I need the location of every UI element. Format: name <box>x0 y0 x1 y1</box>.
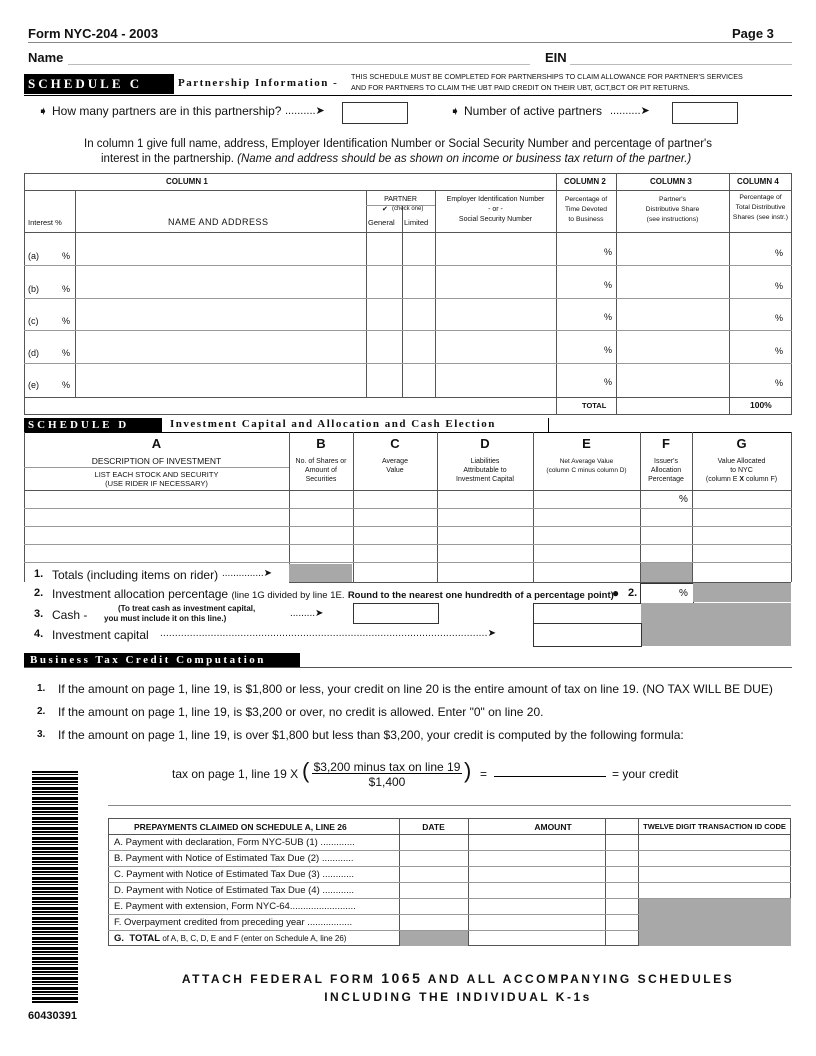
schedule-c-note-2: AND FOR PARTNERS TO CLAIM THE UBT PAID CREDIT ON THEIR UBT, GCT,BCT OR PIT RETURNS. <box>351 83 690 92</box>
ein-label: EIN <box>545 50 567 65</box>
col2-pct: % <box>604 377 613 387</box>
col4-pct: % <box>775 313 784 323</box>
prepay-total-row: G. TOTAL of A, B, C, D, E and F (enter on Schedule A, line 26) <box>114 933 347 944</box>
col-c-letter: C <box>390 436 400 451</box>
col-b-header: Amount of <box>305 467 337 474</box>
form-code: 60430391 <box>28 1010 77 1022</box>
partner-header: PARTNER <box>384 196 417 203</box>
col-d-letter: D <box>480 436 490 451</box>
ein-header-3: Social Security Number <box>458 216 533 223</box>
prepay-tid-header: TWELVE DIGIT TRANSACTION ID CODE <box>643 822 786 831</box>
limited-header: Limited <box>404 218 429 227</box>
barcode <box>32 771 78 1003</box>
line-2-ref: 2. <box>628 587 638 599</box>
arrow-icon: ...............➤ <box>222 568 273 579</box>
line-1-label: Totals (including items on rider) <box>52 568 219 582</box>
schedule-c-instruction-1: In column 1 give full name, address, Employer Identification Number or Social Security Number and percentage of partner's <box>84 138 712 150</box>
attach-instruction-2: INCLUDING THE INDIVIDUAL K-1s <box>324 990 592 1004</box>
interest-pct: % <box>62 348 71 358</box>
col-a-header: DESCRIPTION OF INVESTMENT <box>91 456 222 466</box>
col-e-letter: E <box>582 436 591 451</box>
schedule-d-label: SCHEDULE D <box>24 418 162 432</box>
check-one-note: (check one) <box>392 206 424 212</box>
formula-lead: tax on page 1, line 19 X <box>172 767 299 781</box>
bullet-icon: ➧ <box>450 104 461 118</box>
line-2-label: Investment allocation percentage (line 1G divided by line 1E. Round to the nearest one hundredth of a percentage point) <box>52 587 614 601</box>
cash-note: (To treat cash as investment capital, <box>118 604 256 613</box>
col2-pct: % <box>604 312 613 322</box>
col-f-header: Allocation <box>650 467 682 474</box>
schedule-d-title: Investment Capital and Allocation and Cash Election <box>170 418 496 430</box>
line-1b-shaded <box>289 564 352 582</box>
name-address-header: NAME AND ADDRESS <box>168 217 269 227</box>
col-a-note: (USE RIDER IF NECESSARY) <box>105 479 208 488</box>
btc-label: Business Tax Credit Computation <box>24 653 300 667</box>
col-g-header: (column E X column F) <box>705 476 778 483</box>
interest-pct: % <box>62 284 71 294</box>
partners-count-question: How many partners are in this partnership? <box>52 104 282 118</box>
prepay-row: D. Payment with Notice of Estimated Tax Due (4) ............ <box>114 885 355 896</box>
credit-result-field[interactable] <box>494 776 606 777</box>
formula-denominator: $1,400 <box>368 775 406 789</box>
ein-field[interactable] <box>570 64 792 65</box>
bullet-dot-icon: ● <box>612 586 620 600</box>
allocation-pct: % <box>679 494 688 505</box>
line-4-number: 4. <box>34 628 44 640</box>
line-3-4-shaded <box>641 603 791 646</box>
col-e-header: (column C minus column D) <box>546 467 627 474</box>
btc-item-number: 2. <box>37 706 46 717</box>
row-label: (b) <box>28 284 39 294</box>
col3-header-line: Partner's <box>659 196 686 203</box>
cash-note: you must include it on this line.) <box>104 614 227 623</box>
line-4-label: Investment capital <box>52 628 149 642</box>
line-2-number: 2. <box>34 587 44 599</box>
col4-header-line: Percentage of <box>739 194 782 201</box>
col-d-header: Attributable to <box>463 467 507 474</box>
attach-instruction: ATTACH FEDERAL FORM 1065 AND ALL ACCOMPANYING SCHEDULES <box>181 970 735 986</box>
line-2-pct: % <box>679 588 688 599</box>
schedule-c-instruction-2: interest in the partnership. (Name and address should be as shown on income or business tax return of the partner.) <box>101 153 692 165</box>
col-b-header: No. of Shares or <box>295 458 347 465</box>
line-3-number: 3. <box>34 608 44 620</box>
interest-header: Interest % <box>28 218 62 227</box>
paren-open: ( <box>302 758 310 783</box>
col-d-header: Liabilities <box>470 458 500 465</box>
general-header: General <box>368 218 395 227</box>
btc-item-number: 1. <box>37 683 46 694</box>
col4-pct: % <box>775 346 784 356</box>
btc-item-3: If the amount on page 1, line 19, is over $1,800 but less than $3,200, your credit is computed by the following formula: <box>58 728 684 742</box>
col-b-header: Securities <box>305 476 337 483</box>
col3-header-line: (see instructions) <box>646 216 699 223</box>
col-g-letter: G <box>736 436 747 451</box>
col-g-header: to NYC <box>730 467 753 474</box>
column-2-header: COLUMN 2 <box>564 177 606 186</box>
partners-count-input[interactable] <box>342 102 408 124</box>
form-number: Form NYC-204 - 2003 <box>28 26 159 41</box>
investment-capital-input[interactable] <box>533 623 642 647</box>
column-4-header: COLUMN 4 <box>737 177 779 186</box>
schedule-c-note-1: THIS SCHEDULE MUST BE COMPLETED FOR PARTNERSHIPS TO CLAIM ALLOWANCE FOR PARTNER'S SERVICES <box>351 72 743 81</box>
total-label: TOTAL <box>582 401 607 410</box>
formula-result: = your credit <box>612 767 679 781</box>
arrow-icon: .........➤ <box>290 608 324 619</box>
line-3-label: Cash - <box>52 608 88 622</box>
name-label: Name <box>28 50 64 65</box>
btc-item-2: If the amount on page 1, line 19, is $3,200 or over, no credit is allowed. Enter "0" on line 20. <box>58 705 544 719</box>
col2-header-line: to Business <box>568 216 604 223</box>
col-b-letter: B <box>316 436 326 451</box>
cash-net-value-input[interactable] <box>533 603 642 624</box>
interest-pct: % <box>62 316 71 326</box>
prepay-row: C. Payment with Notice of Estimated Tax Due (3) ............ <box>114 869 355 880</box>
col2-header-line: Percentage of <box>564 196 608 203</box>
col-c-header: Value <box>386 467 404 474</box>
column-3-header: COLUMN 3 <box>650 177 692 186</box>
prepay-row: E. Payment with extension, Form NYC-64......................... <box>114 901 356 912</box>
row-label: (e) <box>28 380 39 390</box>
arrow-icon: ..........➤ <box>285 105 325 117</box>
total-date-shaded <box>400 931 468 946</box>
col4-pct: % <box>775 248 784 258</box>
row-label: (a) <box>28 251 39 261</box>
prepay-row: A. Payment with declaration, Form NYC-5UB (1) ............. <box>114 837 355 848</box>
schedule-c-label: SCHEDULE C <box>24 74 174 94</box>
prepay-row: B. Payment with Notice of Estimated Tax Due (2) ............ <box>114 853 354 864</box>
col4-pct: % <box>775 281 784 291</box>
prepay-title: PREPAYMENTS CLAIMED ON SCHEDULE A, LINE 26 <box>134 822 347 832</box>
active-partners-question: Number of active partners <box>464 104 603 118</box>
col2-pct: % <box>604 345 613 355</box>
col-d-header: Investment Capital <box>456 476 514 483</box>
cash-average-value-input[interactable] <box>353 603 439 624</box>
col4-pct: % <box>775 378 784 388</box>
col2-pct: % <box>604 247 613 257</box>
col-a-letter: A <box>151 436 162 451</box>
bullet-icon: ➧ <box>38 104 49 118</box>
column-1-header: COLUMN 1 <box>166 177 208 186</box>
interest-pct: % <box>62 380 71 390</box>
paren-close: ) <box>464 758 472 783</box>
line-2g-shaded <box>693 583 791 602</box>
line-1f-shaded <box>641 563 692 582</box>
ein-header-1: Employer Identification Number <box>446 196 545 203</box>
ein-header-2: - or - <box>488 206 503 213</box>
line-1-number: 1. <box>34 568 44 580</box>
arrow-icon: ..............................................................................................................➤ <box>160 628 497 639</box>
page-number: Page 3 <box>732 26 774 41</box>
name-field[interactable] <box>68 64 530 65</box>
col-f-header: Percentage <box>648 476 684 483</box>
interest-pct: % <box>62 251 71 261</box>
row-label: (c) <box>28 316 39 326</box>
total-pct: 100% <box>750 400 772 410</box>
prepay-amount-header: AMOUNT <box>534 822 572 832</box>
active-partners-input[interactable] <box>672 102 738 124</box>
formula-equals: = <box>480 767 488 781</box>
col-c-header: Average <box>382 458 408 465</box>
btc-item-1: If the amount on page 1, line 19, is $1,800 or less, your credit on line 20 is the entire amount of tax on line 19. (NO TAX WILL BE DUE) <box>58 682 773 696</box>
btc-item-number: 3. <box>37 729 46 740</box>
prepay-date-header: DATE <box>422 822 445 832</box>
col4-header-line: Total Distributive <box>735 204 786 211</box>
arrow-icon: ..........➤ <box>610 105 650 117</box>
col-e-header: Net Average Value <box>559 458 614 465</box>
prepay-row: F. Overpayment credited from preceding year ................. <box>114 917 353 928</box>
col-a-note: LIST EACH STOCK AND SECURITY <box>94 470 219 479</box>
col3-header-line: Distributive Share <box>645 206 700 213</box>
col-f-header: Issuer's <box>654 458 678 465</box>
check-icon: ✔ <box>382 206 388 213</box>
row-label: (d) <box>28 348 39 358</box>
schedule-c-title: Partnership Information - <box>178 77 339 89</box>
col-f-letter: F <box>662 436 670 451</box>
col4-header-line: Shares (see instr.) <box>732 214 789 221</box>
col-g-header: Value Allocated <box>717 458 766 465</box>
tid-shaded <box>639 899 791 946</box>
col2-header-line: Time Devoted <box>564 206 608 213</box>
formula-numerator: $3,200 minus tax on line 19 <box>313 760 461 774</box>
col2-pct: % <box>604 280 613 290</box>
